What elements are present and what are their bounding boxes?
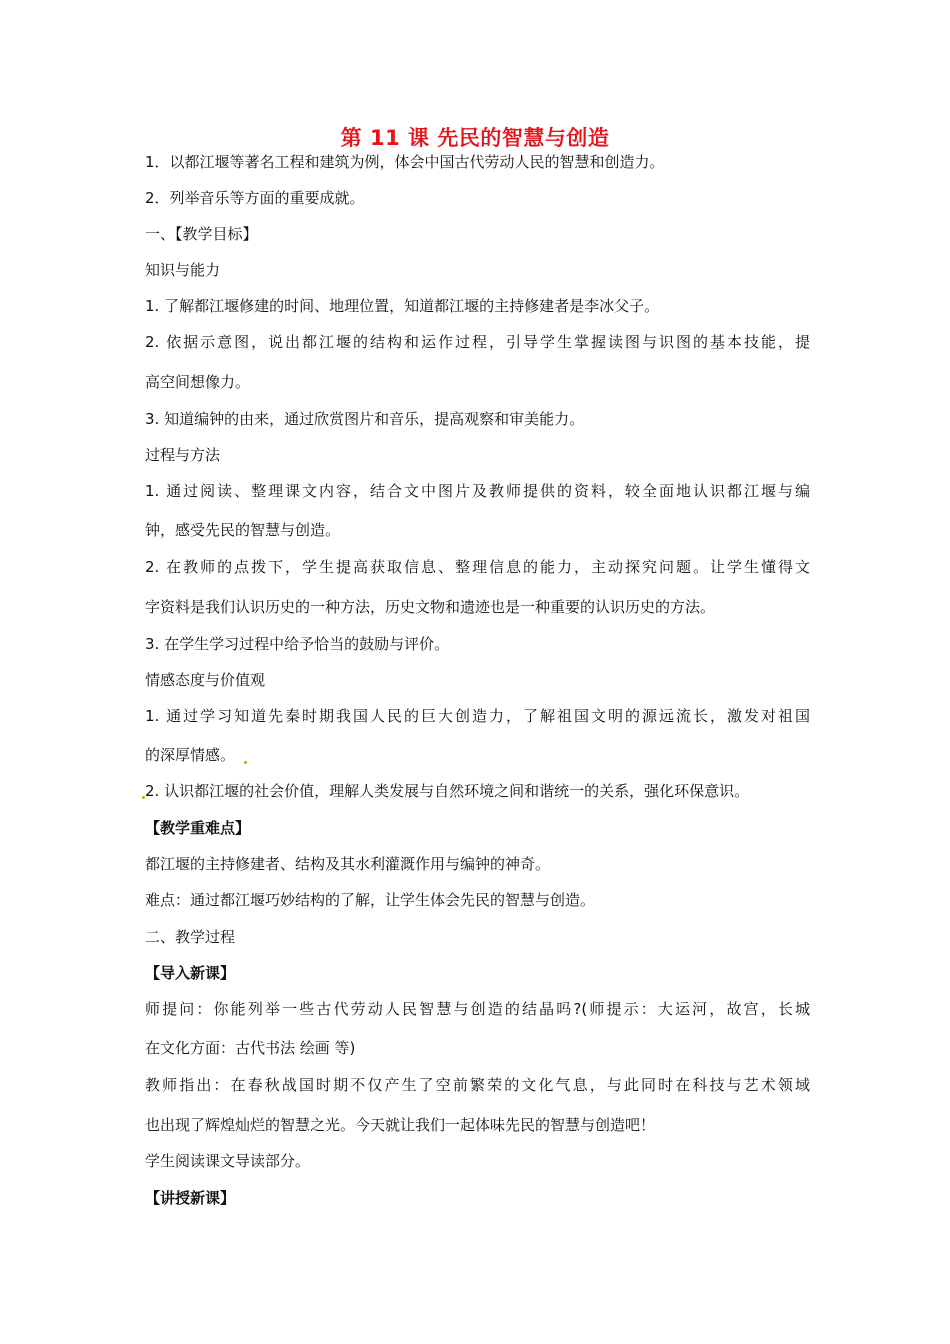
lesson-title: 第 11 课 先民的智慧与创造 bbox=[340, 126, 610, 150]
keypoints-main: 都江堰的主持修建者、结构及其水利灌溉作用与编钟的神奇。 bbox=[145, 855, 551, 873]
process-item-1-cont: 钟，感受先民的智慧与创造。 bbox=[145, 521, 341, 539]
section-heading-process: 二、教学过程 bbox=[145, 928, 236, 946]
subheading-intro: 【导入新课】 bbox=[145, 964, 236, 982]
knowledge-item-1: 1. 了解都江堰修建的时间、地理位置，知道都江堰的主持修建者是李冰父子。 bbox=[145, 297, 660, 315]
knowledge-item-2: 2. 依据示意图，说出都江堰的结构和运作过程，引导学生掌握读图与识图的基本技能，提 bbox=[145, 333, 810, 351]
intro-question: 师提问：你能列举一些古代劳动人民智慧与创造的结晶吗?(师提示：大运河，故宫，长城 bbox=[145, 1000, 810, 1018]
keypoints-difficulty: 难点：通过都江堰巧妙结构的了解，让学生体会先民的智慧与创造。 bbox=[145, 891, 596, 909]
values-item-1: 1. 通过学习知道先秦时期我国人民的巨大创造力，了解祖国文明的源远流长，激发对祖国 bbox=[145, 707, 810, 725]
knowledge-item-3: 3. 知道编钟的由来，通过欣赏图片和音乐，提高观察和审美能力。 bbox=[145, 410, 585, 428]
intro-question-cont: 在文化方面：古代书法 绘画 等) bbox=[145, 1039, 356, 1057]
section-heading-goals: 一、【教学目标】 bbox=[145, 225, 258, 243]
objective-line-2: 2．列举音乐等方面的重要成就。 bbox=[145, 189, 365, 207]
subheading-knowledge: 知识与能力 bbox=[145, 261, 221, 279]
process-item-1: 1. 通过阅读、整理课文内容，结合文中图片及教师提供的资料，较全面地认识都江堰与编 bbox=[145, 482, 810, 500]
process-item-2-cont: 字资料是我们认识历史的一种方法，历史文物和遗迹也是一种重要的认识历史的方法。 bbox=[145, 598, 716, 616]
subheading-new-lesson: 【讲授新课】 bbox=[145, 1189, 236, 1207]
student-reading: 学生阅读课文导读部分。 bbox=[145, 1152, 311, 1170]
process-item-3: 3. 在学生学习过程中给予恰当的鼓励与评价。 bbox=[145, 635, 450, 653]
objective-line-1: 1．以都江堰等著名工程和建筑为例，体会中国古代劳动人民的智慧和创造力。 bbox=[145, 153, 665, 171]
subheading-values: 情感态度与价值观 bbox=[145, 671, 266, 689]
knowledge-item-2-cont: 高空间想像力。 bbox=[145, 373, 251, 391]
teacher-note: 教师指出：在春秋战国时期不仅产生了空前繁荣的文化气息，与此同时在科技与艺术领域 bbox=[145, 1076, 810, 1094]
section-heading-keypoints: 【教学重难点】 bbox=[145, 819, 251, 837]
yellow-dot-mark bbox=[244, 761, 247, 764]
values-item-2: 2. 认识都江堰的社会价值，理解人类发展与自然环境之间和谐统一的关系，强化环保意识。 bbox=[145, 782, 750, 800]
subheading-process: 过程与方法 bbox=[145, 446, 221, 464]
yellow-dot-mark bbox=[142, 796, 145, 799]
process-item-2: 2. 在教师的点拨下，学生提高获取信息、整理信息的能力，主动探究问题。让学生懂得文 bbox=[145, 558, 810, 576]
teacher-note-cont: 也出现了辉煌灿烂的智慧之光。今天就让我们一起体味先民的智慧与创造吧！ bbox=[145, 1116, 656, 1134]
values-item-1-cont: 的深厚情感。 bbox=[145, 746, 236, 764]
